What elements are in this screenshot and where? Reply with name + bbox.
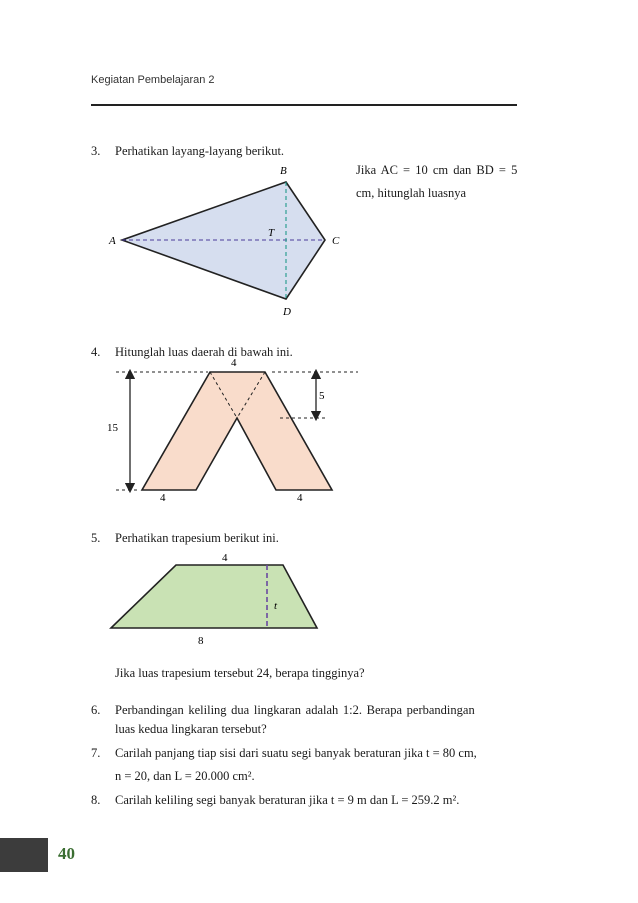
q6-line2: luas kedua lingkaran tersebut?: [115, 722, 267, 736]
trapezoid-shape: [111, 565, 317, 628]
q5-number: 5.: [91, 531, 101, 545]
label-left-15: 15: [107, 422, 118, 434]
label-bottom-right-4: 4: [297, 492, 303, 502]
q4-text: Hitunglah luas daerah di bawah ini.: [115, 345, 293, 359]
q6-line1: Perbandingan keliling dua lingkaran adalah 1:2. Berapa perbandingan: [115, 703, 475, 717]
q3-text: Perhatikan layang-layang berikut.: [115, 144, 285, 158]
header-rule: [91, 104, 517, 106]
trapezoid-label-bottom: 8: [198, 635, 204, 647]
q3-side-line2: cm, hitunglah luasnya: [356, 186, 467, 200]
label-bottom-left-4: 4: [160, 492, 166, 502]
header-title: Kegiatan Pembelajaran 2: [91, 74, 215, 86]
kite-label-c: C: [332, 235, 340, 247]
label-top-4: 4: [231, 357, 237, 369]
kite-label-t: T: [268, 227, 275, 239]
q3-side-line1: Jika AC = 10 cm dan BD = 5: [356, 163, 518, 177]
trapezoid-label-top: 4: [222, 552, 228, 564]
q5-text: Perhatikan trapesium berikut ini.: [115, 531, 279, 545]
label-right-5: 5: [319, 390, 325, 402]
q4-number: 4.: [91, 345, 101, 359]
kite-label-a: A: [109, 235, 116, 247]
page-number: 40: [58, 844, 75, 863]
q7-number: 7.: [91, 746, 101, 760]
inverted-v-shape: [142, 372, 332, 490]
q8-number: 8.: [91, 793, 101, 807]
q7-line1: Carilah panjang tiap sisi dari suatu segi banyak beraturan jika t = 80 cm,: [115, 746, 477, 760]
q3-number: 3.: [91, 144, 101, 158]
trapezoid-figure: [100, 548, 330, 648]
q6-number: 6.: [91, 703, 101, 717]
kite-label-b: B: [280, 165, 287, 177]
inverted-v-figure: [100, 352, 370, 502]
kite-label-d: D: [283, 306, 291, 318]
page-number-bar: [0, 838, 48, 872]
kite-figure: [100, 158, 350, 318]
trapezoid-label-t: t: [274, 600, 278, 612]
q5-question: Jika luas trapesium tersebut 24, berapa tingginya?: [115, 666, 365, 680]
q7-line2: n = 20, dan L = 20.000 cm².: [115, 769, 255, 783]
q8-line1: Carilah keliling segi banyak beraturan jika t = 9 m dan L = 259.2 m².: [115, 793, 460, 807]
